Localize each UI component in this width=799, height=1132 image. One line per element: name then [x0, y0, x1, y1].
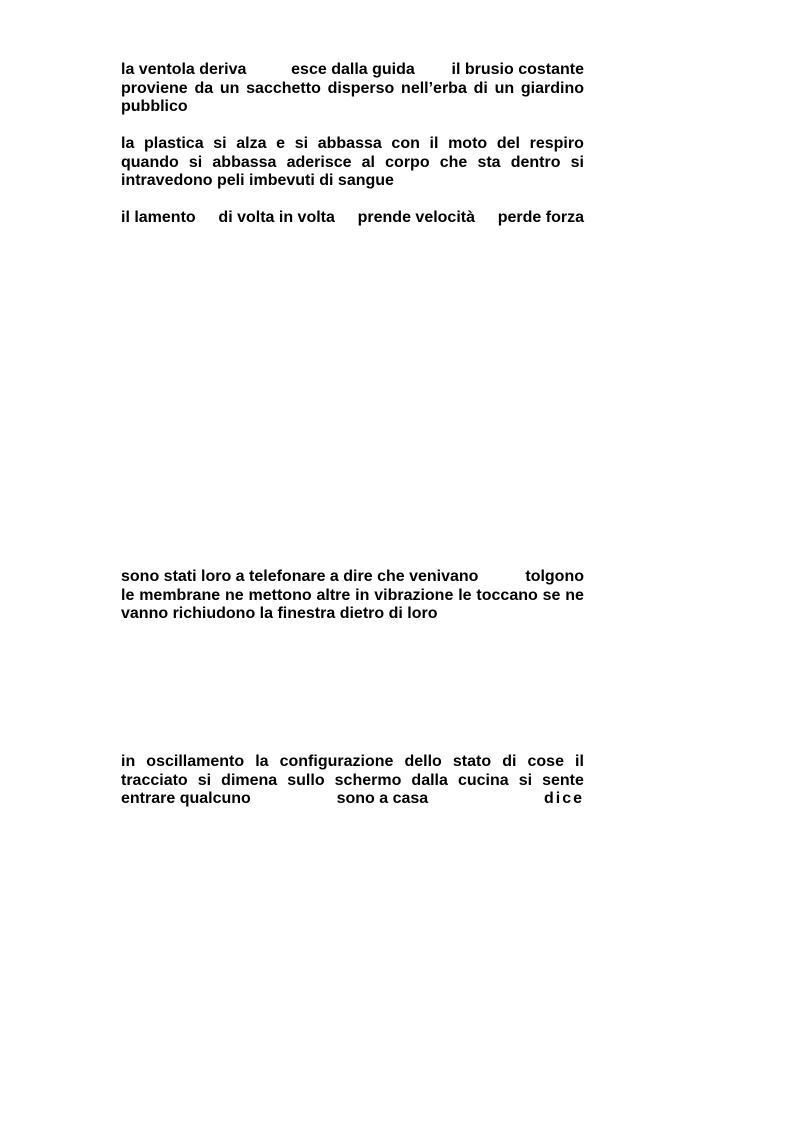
word: ne	[224, 586, 244, 604]
stanza-3	[121, 209, 584, 228]
text-segment: vanno richiudono la finestra dietro di loro	[121, 605, 438, 622]
word: un	[219, 79, 240, 97]
text-line	[121, 790, 584, 809]
word: giardino	[520, 79, 584, 97]
word: con	[391, 135, 420, 152]
word: proviene	[121, 79, 188, 97]
word: disperso	[327, 79, 395, 97]
word: corpo	[385, 153, 430, 171]
word: nell’erba	[401, 79, 467, 97]
word: oscillamento	[146, 753, 245, 770]
word: il	[429, 135, 439, 152]
word: da	[194, 79, 214, 97]
word: del	[496, 135, 520, 152]
word: si	[213, 135, 227, 152]
word: cose	[527, 753, 564, 770]
word: sacchetto	[246, 79, 321, 97]
word: si	[197, 771, 212, 789]
word: sta	[477, 153, 501, 171]
text-segment: il lamento	[121, 209, 196, 226]
text-segment: il brusio costante	[451, 61, 584, 78]
text-line	[121, 587, 584, 606]
word: si	[570, 153, 584, 171]
word: le	[121, 586, 135, 604]
word: si	[294, 135, 309, 152]
word: toccano	[476, 586, 538, 604]
text-segment: prende velocità	[357, 209, 475, 226]
text-line	[121, 753, 584, 772]
word: sente	[542, 771, 584, 789]
word: dalla	[411, 771, 448, 789]
word: e	[276, 135, 286, 152]
word: la	[255, 753, 269, 770]
word: sullo	[287, 771, 325, 789]
stanza-5	[121, 753, 584, 809]
text-segment: pubblico	[121, 98, 188, 115]
word: che	[439, 153, 468, 171]
word: un	[494, 79, 515, 97]
word: stato	[452, 753, 492, 770]
text-line	[121, 98, 584, 117]
word: aderisce	[286, 153, 352, 171]
word: si	[188, 153, 203, 171]
stanza-2	[121, 135, 584, 191]
word: se	[542, 586, 561, 604]
text-line	[121, 80, 584, 99]
text-segment: di volta in volta	[218, 209, 335, 226]
word: respiro	[529, 135, 584, 152]
word: mettono	[248, 586, 312, 604]
text-line	[121, 209, 584, 228]
word: abbassa	[212, 153, 277, 171]
word: quando	[121, 153, 179, 171]
word: plastica	[144, 135, 204, 152]
text-line	[121, 772, 584, 791]
word: in	[355, 586, 370, 604]
word: configurazione	[279, 753, 394, 770]
text-segment: dice	[543, 790, 584, 807]
word: il	[575, 753, 584, 770]
text-segment: entrare qualcuno	[121, 790, 251, 807]
text-segment: sono a casa	[336, 790, 429, 807]
stanza-4	[121, 568, 584, 624]
word: moto	[448, 135, 488, 152]
word: dimena	[221, 771, 278, 789]
text-segment: sono stati loro a telefonare a dire che venivano	[121, 568, 479, 585]
word: si	[518, 771, 533, 789]
text-line	[121, 172, 584, 191]
text-segment: perde forza	[497, 209, 584, 226]
word: abbassa	[317, 135, 382, 152]
word: membrane	[139, 586, 221, 604]
word: la	[121, 135, 135, 152]
word: cucina	[457, 771, 509, 789]
word: dello	[404, 753, 442, 770]
word: schermo	[334, 771, 402, 789]
word: alza	[236, 135, 267, 152]
word: le	[458, 586, 472, 604]
word: ne	[565, 586, 584, 604]
word: dentro	[510, 153, 561, 171]
text-segment: la ventola deriva	[121, 61, 247, 78]
word: di	[502, 753, 517, 770]
word: in	[121, 753, 136, 770]
text-line	[121, 61, 584, 80]
word: vibrazione	[374, 586, 454, 604]
stanza-1	[121, 61, 584, 117]
text-segment: tolgono	[525, 568, 584, 585]
word: tracciato	[121, 771, 188, 789]
text-segment: intravedono peli imbevuti di sangue	[121, 172, 394, 189]
word: di	[473, 79, 488, 97]
word: altre	[316, 586, 351, 604]
text-segment: esce dalla guida	[291, 61, 415, 78]
text-line	[121, 135, 584, 154]
text-line	[121, 605, 584, 624]
text-line	[121, 568, 584, 587]
word: al	[361, 153, 375, 171]
text-line	[121, 154, 584, 173]
